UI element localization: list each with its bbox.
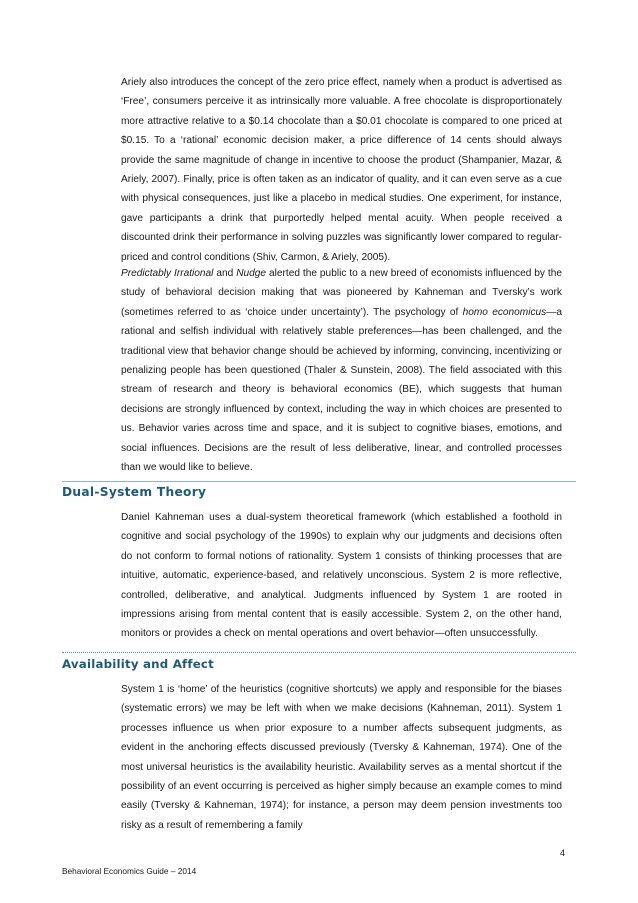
footer-text: Behavioral Economics Guide – 2014 [62, 866, 197, 876]
page-number: 4 [560, 848, 566, 858]
paragraph-text-b: —a rational and selfish individual with relatively stable preferences—has been challenged, and the traditional view that behavior change should be achieved by informing, convincing, incentivizing or penalizing people has been questioned (Thaler & Sunstein, 2008). The field associated with this stream of research and theory is behavioral economics (BE), which suggests that human decisions are strongly influenced by context, including the way in which choices are presented to us. Behavior varies across time and space, and it is subject to cognitive biases, emotions, and social influences. Decisions are the result of less deliberative, linear, and controlled processes than we would like to believe. [121, 306, 563, 474]
paragraph-zero-price-effect: Ariely also introduces the concept of the zero price effect, namely when a product is advertised as ‘Free’, consumers perceive it as intrinsically more valuable. A free chocolate is disproportionately more attractive relative to a $0.14 chocolate than a $0.01 chocolate is compared to one priced at $0.15. To a ‘rational’ economic decision maker, a price difference of 14 cents should always provide the same magnitude of change in incentive to choose the product (Shampanier, Mazar, & Ariely, 2007). Finally, price is often taken as an indicator of quality, and it can even serve as a cue with physical consequences, just like a placebo in medical studies. One experiment, for instance, gave participants a drink that purportedly helped mental acuity. When people received a discounted drink their performance in solving puzzles was significantly lower compared to regular-priced and control conditions (Shiv, Carmon, & Ariely, 2005). [121, 77, 562, 263]
book-title-nudge: Nudge [236, 268, 267, 279]
term-homo-economicus: homo economicus [462, 306, 547, 318]
section-divider [62, 481, 576, 482]
paragraph-availability: System 1 is ‘home’ of the heuristics (cognitive shortcuts) we apply and responsible for the biases (systematic errors) we may be left with when we make decisions (Kahneman, 2011). System 1 processes influence us when prior exposure to a number affects subsequent judgments, as evident in the anchoring effects discussed previously (Tversky & Kahneman, 1974). One of the most universal heuristics is the availability heuristic. Availability serves as a mental shortcut if the possibility of an event occurring is perceived as higher simply because an example comes to mind easily (Tversky & Kahneman, 1974); for instance, a person may deem pension investments too risky as a result of remembering a family [121, 684, 562, 831]
paragraph-dual-system: Daniel Kahneman uses a dual-system theoretical framework (which established a foothold in cognitive and social psychology of the 1990s) to explain why our judgments and decisions often do not conform to formal notions of rationality. System 1 consists of thinking processes that are intuitive, automatic, experience-based, and relatively unconscious. System 2 is more reflective, controlled, deliberative, and analytical. Judgments influenced by System 1 are rooted in impressions arising from mental content that is easily accessible. System 2, on the other hand, monitors or provides a check on mental operations and overt behavior—often unsuccessfully. [121, 512, 562, 640]
paragraph-behavioral-economics [121, 264, 562, 477]
paragraph-text-a: alerted the public to a new breed of economists influenced by the study of behavioral decision making that was pioneered by Kahneman and Tversky’s work (sometimes referred to as ‘choice under uncertainty’). The psychology of [121, 268, 562, 318]
subsection-divider [62, 652, 576, 653]
connector-text: and [213, 268, 237, 279]
subsection-heading-availability: Availability and Affect [62, 657, 214, 671]
book-title-predictably-irrational: Predictably Irrational [121, 268, 214, 279]
section-heading-dual-system: Dual-System Theory [62, 485, 207, 499]
